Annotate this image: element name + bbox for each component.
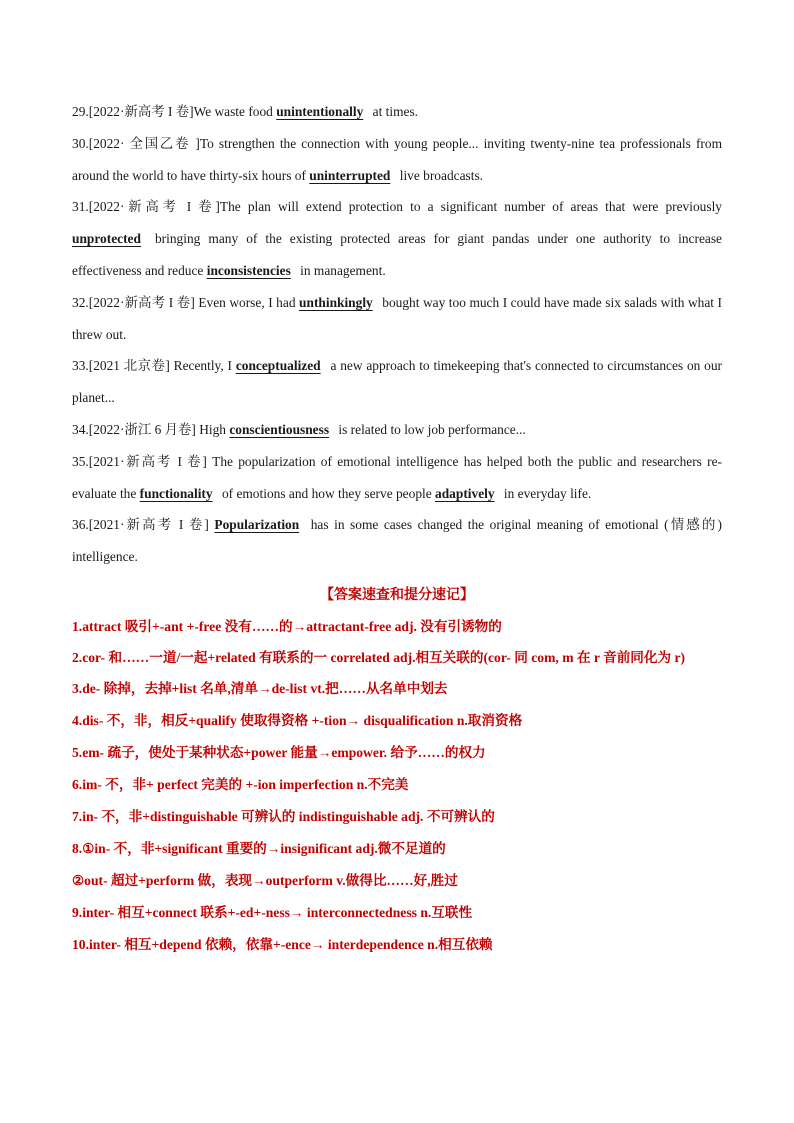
- question-29: 29.[2022·新高考 I 卷]We waste food unintentionally at times.: [72, 104, 419, 119]
- document-page: [72, 96, 722, 961]
- answer-blank: conscientiousness: [229, 421, 330, 437]
- question-31: 31.[2022·新高考 I 卷]The plan will extend protection to a significant number of areas that were previously unprotected bringing many of the existing protected areas for giant pandas under one authority to increase effectiveness and reduce inconsistencies in management.: [72, 199, 722, 278]
- answer-blank: Popularization: [214, 517, 300, 533]
- answer-blank: uninterrupted: [309, 167, 391, 183]
- answer-blank: unprotected: [72, 231, 141, 247]
- question-number: 32.[2022·新高考 I 卷]: [72, 294, 195, 310]
- answer-item-4: 4.dis- 不，非，相反+qualify 使取得资格 +-tion→ disqualification n.取消资格: [72, 712, 523, 728]
- answer-item-5: 5.em- 疏子，使处于某种状态+power 能量→empower. 给予……的权力: [72, 744, 486, 760]
- question-number: 33.[2021 北京卷]: [72, 358, 170, 374]
- answer-blank: functionality: [139, 485, 213, 501]
- answer-blank: unintentionally: [276, 104, 364, 119]
- answer-item-6: 6.im- 不，非+ perfect 完美的 +-ion imperfection n.不完美: [72, 776, 409, 792]
- question-33: 33.[2021 北京卷] Recently, I conceptualized a new approach to timekeeping that's connected to circumstances on our planet...: [72, 358, 723, 406]
- answer-item-2: 2.cor- 和……一道/一起+related 有联系的一 correlated adj.相互关联的(cor- 同 com, m 在 r 音前同化为 r): [72, 649, 686, 665]
- answer-item-8: 8.①in- 不，非+significant 重要的→insignificant adj.微不足道的: [72, 840, 446, 856]
- answer-blank: conceptualized: [235, 358, 321, 374]
- answer-blank: adaptively: [435, 485, 495, 501]
- answer-item-10: 10.inter- 相互+depend 依赖，依靠+-ence→ interdependence n.相互依赖: [72, 936, 493, 952]
- question-number: 36.[2021·新高考 I 卷]: [72, 517, 209, 533]
- question-32: 32.[2022·新高考 I 卷] Even worse, I had unthinkingly bought way too much I could have made six salads with what I threw out.: [72, 294, 722, 342]
- question-30: 30.[2022· 全国乙卷 ]To strengthen the connection with young people... inviting twenty-nine tea professionals from around the world to have thirty-six hours of uninterrupted live broadcasts.: [72, 135, 723, 183]
- answer-item-3: 3.de- 除掉，去掉+list 名单,清单→de-list vt.把……从名单中划去: [72, 680, 448, 696]
- question-number: 35.[2021·新高考 I 卷]: [72, 453, 207, 469]
- question-35: 35.[2021·新高考 I 卷] The popularization of emotional intelligence has helped both the public and researchers re-evaluate the functionality of emotions and how they serve people adaptively in everyday life.: [72, 453, 722, 501]
- question-number: 29.[2022·新高考 I 卷]: [72, 104, 194, 119]
- question-number: 34.[2022·浙江 6 月卷]: [72, 421, 196, 437]
- answer-item-1: 1.attract 吸引+-ant +-free 没有……的→attractant-free adj. 没有引诱物的: [72, 618, 502, 634]
- question-34: 34.[2022·浙江 6 月卷] High conscientiousness is related to low job performance...: [72, 421, 526, 437]
- question-36: 36.[2021·新高考 I 卷] Popularization has in some cases changed the original meaning of emotional (情感的) intelligence.: [72, 517, 722, 565]
- answer-section-title: 【答案速查和提分速记】: [320, 587, 474, 603]
- answer-item-8b: ②out- 超过+perform 做，表现→outperform v.做得比……好,胜过: [72, 872, 458, 888]
- question-number: 31.[2022·新高考 I 卷]: [72, 199, 220, 215]
- answer-blank: unthinkingly: [299, 294, 373, 310]
- answer-blank: inconsistencies: [206, 262, 291, 278]
- answer-item-9: 9.inter- 相互+connect 联系+-ed+-ness→ interconnectedness n.互联性: [72, 904, 473, 920]
- question-number: 30.[2022· 全国乙卷 ]: [72, 135, 200, 151]
- answer-item-7: 7.in- 不，非+distinguishable 可辨认的 indistinguishable adj. 不可辨认的: [72, 808, 495, 824]
